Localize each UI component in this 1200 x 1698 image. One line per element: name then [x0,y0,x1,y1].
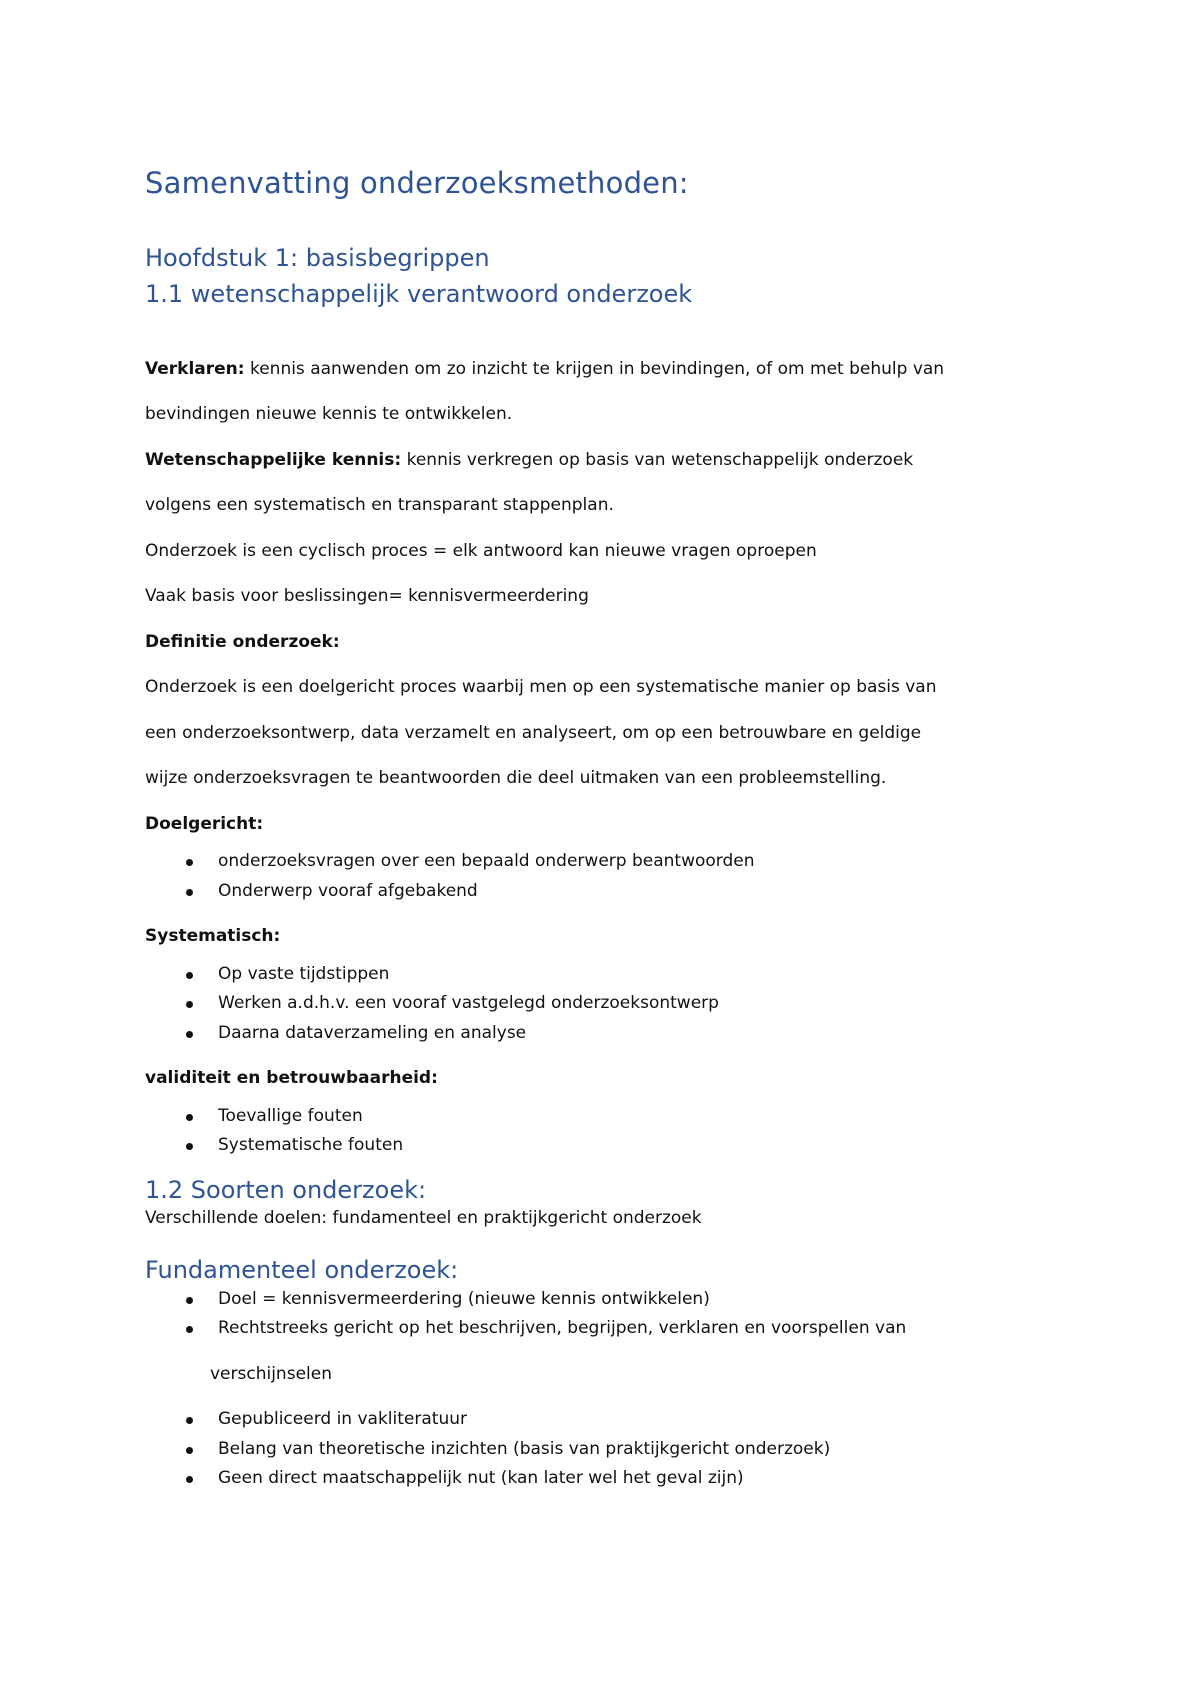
verklaren-text-line2: bevindingen nieuwe kennis te ontwikkelen. [145,404,513,425]
chapter-heading: Hoofdstuk 1: basisbegrippen [145,243,490,272]
validiteit-list [145,1102,1050,1161]
list-item-text: Werken a.d.h.v. een vooraf vastgelegd onderzoeksontwerp [218,993,719,1014]
list-item-text: Onderwerp vooraf afgebakend [218,880,478,901]
bullet-icon [186,1447,193,1454]
list-item [145,989,1050,1019]
beslissingen-text: Vaak basis voor beslissingen= kennisvermeerdering [145,586,589,607]
document-title: Samenvatting onderzoeksmethoden: [145,166,689,200]
fundamenteel-list [145,1285,1050,1494]
section-heading-1-2: 1.2 Soorten onderzoek: [145,1175,427,1204]
list-item-text: Belang van theoretische inzichten (basis van praktijkgericht onderzoek) [218,1438,831,1459]
bullet-icon [186,1476,193,1483]
list-item-text: Daarna dataverzameling en analyse [218,1022,527,1043]
bullet-icon [186,859,193,866]
list-item-text: Geen direct maatschappelijk nut (kan later wel het geval zijn) [218,1468,744,1489]
definitie-label-text: Definitie onderzoek: [145,631,340,652]
bullet-icon [186,1031,193,1038]
bullet-icon [186,1001,193,1008]
list-item-text: Op vaste tijdstippen [218,963,390,984]
list-item-text: Toevallige fouten [218,1105,363,1126]
verklaren-paragraph [145,347,1050,393]
list-item-text: Gepubliceerd in vakliteratuur [218,1409,467,1430]
wetenschappelijke-kennis-term: Wetenschappelijke kennis: [145,449,402,470]
bullet-icon [186,1143,193,1150]
fundamenteel-section [145,1255,1050,1494]
bullet-icon [186,1417,193,1424]
validiteit-label-text: validiteit en betrouwbaarheid: [145,1068,438,1089]
list-item [145,1405,1050,1435]
bullet-icon [186,1326,193,1333]
wetenschappelijke-kennis-paragraph [145,438,1050,484]
systematisch-label-text: Systematisch: [145,926,281,947]
bullet-icon [186,972,193,979]
bullet-icon [186,1297,193,1304]
definitie-line-2: een onderzoeksontwerp, data verzamelt en analyseert, om op een betrouwbare en geldige [145,722,922,743]
list-item [145,1464,1050,1494]
cyclisch-proces-text: Onderzoek is een cyclisch proces = elk antwoord kan nieuwe vragen oproepen [145,540,817,561]
fundamenteel-heading: Fundamenteel onderzoek: [145,1255,459,1284]
list-item [145,847,1050,877]
section-heading-1-1: 1.1 wetenschappelijk verantwoord onderzoek [145,279,693,308]
list-item [145,1102,1050,1132]
wetenschappelijke-kennis-text-line1: kennis verkregen op basis van wetenschappelijk onderzoek [401,449,914,470]
validiteit-label [145,1056,1050,1102]
definitie-line-3: wijze onderzoeksvragen te beantwoorden die deel uitmaken van een probleemstelling. [145,768,887,789]
section-1-2-intro: Verschillende doelen: fundamenteel en praktijkgericht onderzoek [145,1207,702,1228]
verklaren-text-line1: kennis aanwenden om zo inzicht te krijgen in bevindingen, of om met behulp van [244,358,945,379]
wetenschappelijke-kennis-text-line2: volgens een systematisch en transparant stappenplan. [145,495,614,516]
bullet-icon [186,1114,193,1121]
list-item [145,1019,1050,1049]
list-item-text: Rechtstreeks gericht op het beschrijven, begrijpen, verklaren en voorspellen van [218,1318,907,1339]
doelgericht-label-text: Doelgericht: [145,813,264,834]
list-item-continuation: verschijnselen [210,1363,332,1384]
list-item [145,1435,1050,1465]
systematisch-list [145,960,1050,1049]
definitie-label [145,620,1050,666]
list-item-text: Doel = kennisvermeerdering (nieuwe kennis ontwikkelen) [218,1288,710,1309]
list-item-text: onderzoeksvragen over een bepaald onderwerp beantwoorden [218,851,755,872]
list-item [145,877,1050,907]
list-item [145,1314,1050,1389]
definitie-line-1: Onderzoek is een doelgericht proces waarbij men op een systematische manier op basis van [145,677,937,698]
bullet-icon [186,889,193,896]
list-item [145,1285,1050,1315]
verklaren-term: Verklaren: [145,358,245,379]
list-item-text: Systematische fouten [218,1135,404,1156]
section-1-2 [145,1175,1050,1231]
list-item [145,1131,1050,1161]
systematisch-label [145,914,1050,960]
doelgericht-list [145,847,1050,906]
doelgericht-label [145,802,1050,848]
list-item [145,960,1050,990]
